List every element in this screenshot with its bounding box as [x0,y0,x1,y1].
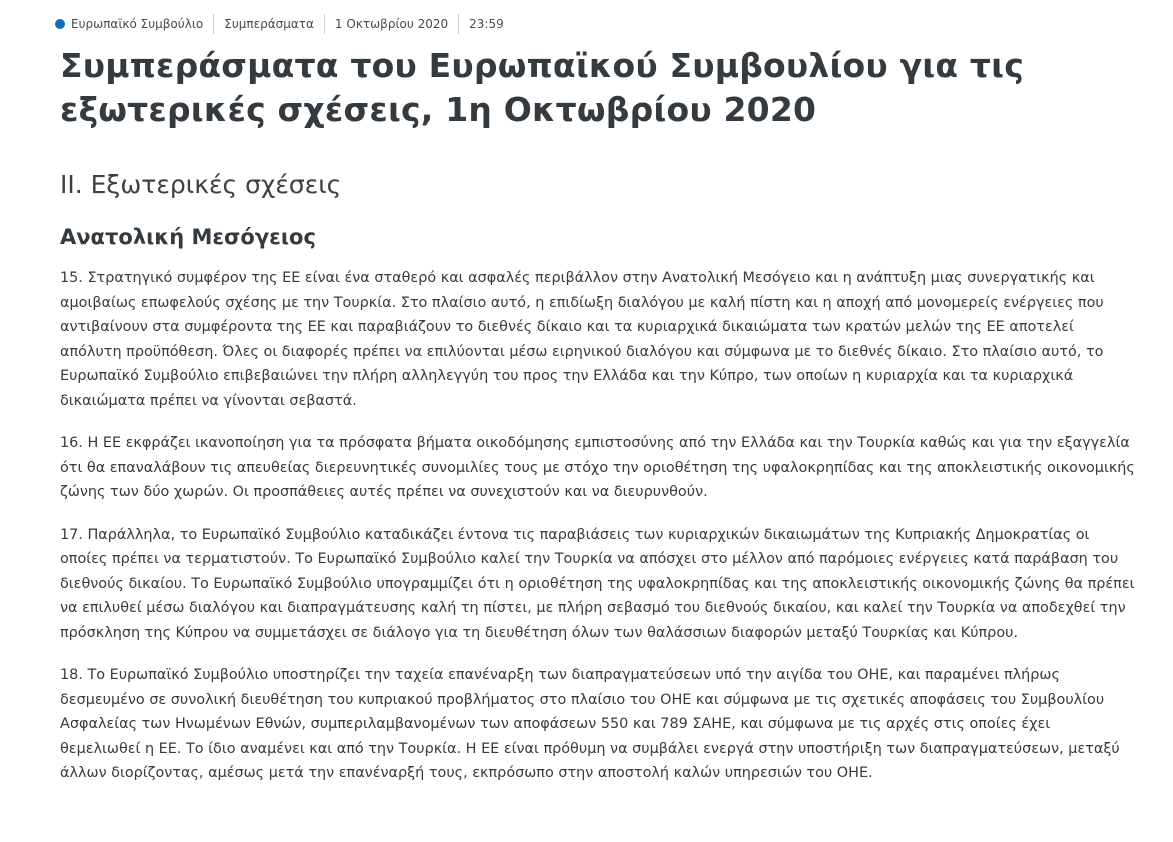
meta-bar [55,14,514,34]
paragraph-16: 16. Η ΕΕ εκφράζει ικανοποίηση για τα πρόσφατα βήματα οικοδόμησης εμπιστοσύνης από την Ελλάδα και την Τουρκία καθώς και για την εξαγγελία ότι θα επαναλάβουν τις απευθείας διερευνητικές συνομιλίες τους με στόχο την οριοθέτηση της υφαλοκρηπίδας και της αποκλειστικής οικονομικής ζώνης των δύο χωρών. Οι προσπάθειες αυτές πρέπει να συνεχιστούν και να διευρυνθούν. [60,435,1135,500]
meta-type[interactable] [213,14,324,34]
meta-date [324,14,458,34]
paragraph-18: 18. Το Ευρωπαϊκό Συμβούλιο υποστηρίζει την ταχεία επανέναρξη των διαπραγματεύσεων υπό την αιγίδα του ΟΗΕ, και παραμένει πλήρως δεσμευμένο σε συνολική διευθέτηση του κυπριακού προβλήματος στο πλαίσιο του ΟΗΕ και σύμφωνα με τις σχετικές αποφάσεις του Συμβουλίου Ασφαλείας των Ηνωμένων Εθνών, συμπεριλαμβανομένων των αποφάσεων 550 και 789 ΣΑΗΕ, και σύμφωνα με τις αρχές στις οποίες έχει θεμελιωθεί η ΕΕ. Το ίδιο αναμένει και από την Τουρκία. Η ΕΕ είναι πρόθυμη να συμβάλει ενεργά στην υποστήριξη των διαπραγματεύσεων, μεταξύ άλλων διορίζοντας, αμέσως μετά την επανέναρξή τους, εκπρόσωπο στην αποστολή καλών υπηρεσιών του ΟΗΕ. [60,667,1120,781]
meta-source-label: Ευρωπαϊκό Συμβούλιο [71,17,204,31]
meta-source[interactable] [55,14,213,34]
council-dot-icon [55,19,65,29]
meta-date-label: 1 Οκτωβρίου 2020 [334,17,449,31]
section-title: II. Εξωτερικές σχέσεις [60,170,342,199]
paragraph-list [60,266,1135,804]
paragraph-17: 17. Παράλληλα, το Ευρωπαϊκό Συμβούλιο καταδικάζει έντονα τις παραβιάσεις των κυριαρχικών δικαιωμάτων της Κυπριακής Δημοκρατίας οι οποίες πρέπει να τερματιστούν. Το Ευρωπαϊκό Συμβούλιο καλεί την Τουρκία να απόσχει στο μέλλον από παρόμοιες ενέργειες κατά παράβαση του διεθνούς δικαίου. Το Ευρωπαϊκό Συμβούλιο υπογραμμίζει ότι η οριοθέτηση της υφαλοκρηπίδας και της αποκλειστικής οικονομικής ζώνης θα πρέπει να επιλυθεί μέσω διαλόγου και διαπραγμάτευσης καλή τη πίστει, με πλήρη σεβασμό του διεθνούς δικαίου, και καλεί την Τουρκία να αποδεχθεί την πρόσκληση της Κύπρου να συμμετάσχει σε διάλογο για τη διευθέτηση όλων των θαλάσσιων διαφορών μεταξύ Τουρκίας και Κύπρου. [60,526,1135,641]
meta-type-label: Συμπεράσματα [224,17,314,31]
meta-time-label: 23:59 [469,17,504,31]
paragraph-15: 15. Στρατηγικό συμφέρον της ΕΕ είναι ένα σταθερό και ασφαλές περιβάλλον στην Ανατολική Μεσόγειο και η ανάπτυξη μιας συνεργατικής και αμοιβαίως επωφελούς σχέσης με την Τουρκία. Στο πλαίσιο αυτό, η επιδίωξη διαλόγου με καλή πίστη και η αποχή από μονομερείς ενέργειες που αντιβαίνουν στα συμφέροντα της ΕΕ και παραβιάζουν το διεθνές δίκαιο και τα κυριαρχικά δικαιώματα των κρατών μελών της ΕΕ αποτελεί απόλυτη προϋπόθεση. Όλες οι διαφορές πρέπει να επιλύονται μέσω ειρηνικού διαλόγου και σύμφωνα με το διεθνές δίκαιο. Στο πλαίσιο αυτό, το Ευρωπαϊκό Συμβούλιο επιβεβαιώνει την πλήρη αλληλεγγύη του προς την Ελλάδα και την Κύπρο, των οποίων η κυριαρχία και τα κυριαρχικά δικαιώματα πρέπει να γίνονται σεβαστά. [60,270,1104,409]
subsection-title: Ανατολική Μεσόγειος [60,225,316,249]
page-title: Συμπεράσματα του Ευρωπαϊκού Συμβουλίου για τις εξωτερικές σχέσεις, 1η Οκτωβρίου 2020 [60,46,1024,129]
meta-time [458,14,514,34]
